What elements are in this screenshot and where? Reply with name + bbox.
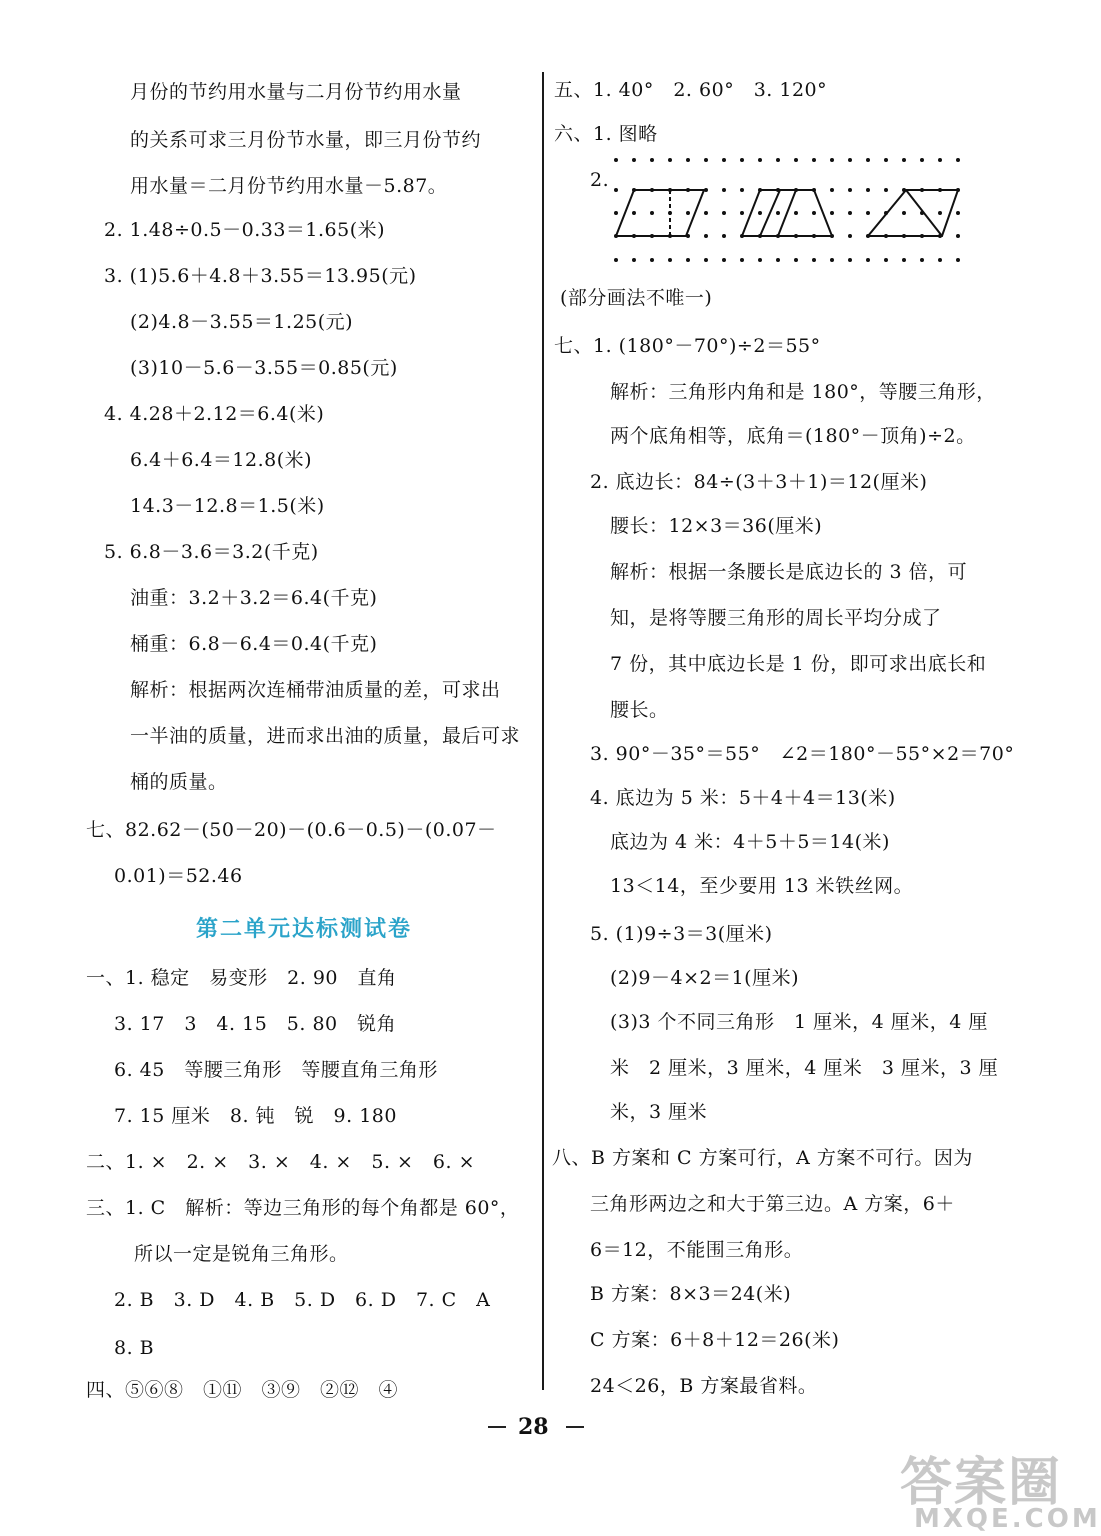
answer-line: 3. 90°－35°＝55° ∠2＝180°－55°×2＝70° (590, 743, 1015, 765)
grid-dot (884, 188, 888, 192)
grid-dot (830, 211, 834, 215)
answer-line: C 方案：6＋8＋12＝26(米) (590, 1329, 840, 1351)
answer-line: 底边为 4 米：4＋5＋5＝14(米) (610, 831, 890, 853)
answer-line: 米，3 厘米 (610, 1101, 708, 1123)
grid-dot (740, 258, 744, 262)
grid-dot (632, 258, 636, 262)
answer-line: (2)4.8－3.55＝1.25(元) (130, 311, 354, 333)
analysis-line: 桶的质量。 (130, 771, 228, 793)
grid-dot (722, 234, 726, 238)
grid-dot (704, 158, 708, 162)
grid-dot (704, 234, 708, 238)
grid-dot (956, 158, 960, 162)
grid-dot (704, 211, 708, 215)
grid-dot (830, 188, 834, 192)
text-line: 的关系可求三月份节水量，即三月份节约 (130, 129, 482, 151)
grid-dot (704, 258, 708, 262)
grid-dot (614, 158, 618, 162)
grid-dot (722, 188, 726, 192)
grid-dot (848, 188, 852, 192)
answer-line: 腰长：12×3＝36(厘米) (610, 515, 823, 537)
grid-dot (884, 258, 888, 262)
watermark-logo: 答案圈 MXQE.COM (900, 1453, 1101, 1534)
answer-line: 二、1. × 2. × 3. × 4. × 5. × 6. × (86, 1151, 476, 1173)
quadrilateral-diagonal (906, 190, 942, 236)
trapezoid-split-line (778, 190, 796, 236)
answer-line: (2)9－4×2＝1(厘米) (610, 967, 800, 989)
grid-dot (866, 258, 870, 262)
grid-dot (740, 211, 744, 215)
answer-line: 6＝12，不能围三角形。 (590, 1239, 804, 1261)
grid-dot (956, 258, 960, 262)
analysis-line: 7 份，其中底边长是 1 份，即可求出底长和 (610, 653, 987, 675)
grid-dot (812, 211, 816, 215)
grid-dot (866, 188, 870, 192)
grid-dot (758, 211, 762, 215)
answer-line: 油重：3.2＋3.2＝6.4(千克) (130, 587, 378, 609)
grid-dot (794, 258, 798, 262)
answer-line: 0.01)＝52.46 (114, 865, 243, 887)
parallelogram-shape (616, 190, 704, 236)
answer-line: 桶重：6.8－6.4＝0.4(千克) (130, 633, 378, 655)
grid-dot (668, 258, 672, 262)
answer-line: (3)3 个不同三角形 1 厘米，4 厘米，4 厘 (610, 1011, 988, 1033)
grid-dot (758, 158, 762, 162)
grid-dot (686, 258, 690, 262)
answer-line: 13＜14，至少要用 13 米铁丝网。 (610, 875, 914, 897)
grid-dot (776, 158, 780, 162)
grid-dot (650, 211, 654, 215)
grid-dot (668, 158, 672, 162)
grid-dot (686, 158, 690, 162)
grid-dot (614, 211, 618, 215)
grid-dot (956, 234, 960, 238)
answer-line: 14.3－12.8＝1.5(米) (130, 495, 325, 517)
grid-dot (902, 158, 906, 162)
answer-line: 5. (1)9÷3＝3(厘米) (590, 923, 773, 945)
grid-dot (650, 258, 654, 262)
grid-dot (722, 211, 726, 215)
answer-line: 2. B 3. D 4. B 5. D 6. D 7. C A (114, 1289, 491, 1311)
note-line: (部分画法不唯一) (560, 287, 713, 309)
grid-dot (632, 211, 636, 215)
answer-line: 米 2 厘米，3 厘米，4 厘米 3 厘米，3 厘 (610, 1057, 999, 1079)
analysis-line: 解析：三角形内角和是 180°，等腰三角形， (610, 381, 996, 403)
analysis-line: 腰长。 (610, 699, 669, 721)
grid-dot (938, 158, 942, 162)
answer-line: 4. 4.28＋2.12＝6.4(米) (104, 403, 325, 425)
answer-line: 2. (590, 169, 610, 191)
grid-dot (632, 158, 636, 162)
grid-dot (812, 158, 816, 162)
grid-dot (650, 158, 654, 162)
grid-dot (848, 258, 852, 262)
grid-dot (848, 234, 852, 238)
answer-line: 24＜26，B 方案最省料。 (590, 1375, 818, 1397)
answer-line: B 方案：8×3＝24(米) (590, 1283, 792, 1305)
grid-dot (902, 258, 906, 262)
grid-dot (938, 211, 942, 215)
grid-dot (938, 258, 942, 262)
grid-dot (776, 258, 780, 262)
grid-dot (722, 258, 726, 262)
answer-line: 5. 6.8－3.6＝3.2(千克) (104, 541, 319, 563)
answer-line: 一、1. 稳定 易变形 2. 90 直角 (86, 967, 397, 989)
grid-dot (902, 211, 906, 215)
grid-dot (866, 211, 870, 215)
answer-line: 8. B (114, 1337, 155, 1359)
answer-line: 三、1. C 解析：等边三角形的每个角都是 60°， (86, 1197, 520, 1219)
quadrilateral-shape (868, 190, 958, 236)
grid-dot (812, 258, 816, 262)
grid-dot (956, 211, 960, 215)
grid-dot (776, 211, 780, 215)
grid-dot (614, 188, 618, 192)
answer-line: 四、⑤⑥⑧ ①⑪ ③⑨ ②⑫ ④ (86, 1379, 399, 1401)
grid-dot (848, 211, 852, 215)
answer-line: (3)10－5.6－3.55＝0.85(元) (130, 357, 398, 379)
answer-line: 3. 17 3 4. 15 5. 80 锐角 (114, 1013, 397, 1035)
analysis-line: 知，是将等腰三角形的周长平均分成了 (610, 607, 942, 629)
analysis-line: 解析：根据两次连桶带油质量的差，可求出 (130, 679, 501, 701)
grid-dot (758, 258, 762, 262)
dot-grid (614, 158, 960, 262)
answer-line: 7. 15 厘米 8. 钝 锐 9. 180 (114, 1105, 397, 1127)
page-number-dash (488, 1426, 506, 1428)
dot-grid-figure (612, 156, 972, 266)
section-title: 第二单元达标测试卷 (196, 917, 413, 942)
answer-line: 3. (1)5.6＋4.8＋3.55＝13.95(元) (104, 265, 417, 287)
text-line: 用水量＝二月份节约用水量－5.87。 (130, 175, 448, 197)
grid-dot (722, 158, 726, 162)
answer-line: 2. 1.48÷0.5－0.33＝1.65(米) (104, 219, 386, 241)
column-divider (542, 72, 544, 1390)
answer-line: 6.4＋6.4＝12.8(米) (130, 449, 313, 471)
grid-dot (740, 158, 744, 162)
answer-line: 2. 底边长：84÷(3＋3＋1)＝12(厘米) (590, 471, 928, 493)
answer-line: 六、1. 图略 (554, 123, 658, 145)
grid-dot (794, 158, 798, 162)
answer-line: 五、1. 40° 2. 60° 3. 120° (554, 79, 828, 101)
grid-dot (830, 258, 834, 262)
answer-line: 七、1. (180°－70°)÷2＝55° (554, 335, 821, 357)
analysis-line: 所以一定是锐角三角形。 (134, 1243, 349, 1265)
grid-dot (848, 158, 852, 162)
answer-line: 4. 底边为 5 米：5＋4＋4＝13(米) (590, 787, 896, 809)
grid-dot (866, 158, 870, 162)
answer-line: 三角形两边之和大于第三边。A 方案，6＋ (590, 1193, 955, 1215)
grid-dot (830, 158, 834, 162)
answer-line: 八、B 方案和 C 方案可行，A 方案不可行。因为 (552, 1147, 973, 1169)
grid-dot (740, 188, 744, 192)
grid-dot (614, 258, 618, 262)
text-line: 月份的节约用水量与二月份节约用水量 (130, 81, 462, 103)
answer-line: 七、82.62－(50－20)－(0.6－0.5)－(0.07－ (86, 819, 497, 841)
page-number-dash (566, 1426, 584, 1428)
analysis-line: 两个底角相等，底角＝(180°－顶角)÷2。 (610, 425, 976, 447)
page-number: 28 (518, 1414, 549, 1440)
answer-line: 6. 45 等腰三角形 等腰直角三角形 (114, 1059, 438, 1081)
grid-dot (884, 158, 888, 162)
grid-dot (794, 211, 798, 215)
analysis-line: 一半油的质量，进而求出油的质量，最后可求 (130, 725, 521, 747)
grid-dot (920, 258, 924, 262)
grid-dot (920, 158, 924, 162)
grid-dot (686, 211, 690, 215)
analysis-line: 解析：根据一条腰长是底边长的 3 倍，可 (610, 561, 968, 583)
